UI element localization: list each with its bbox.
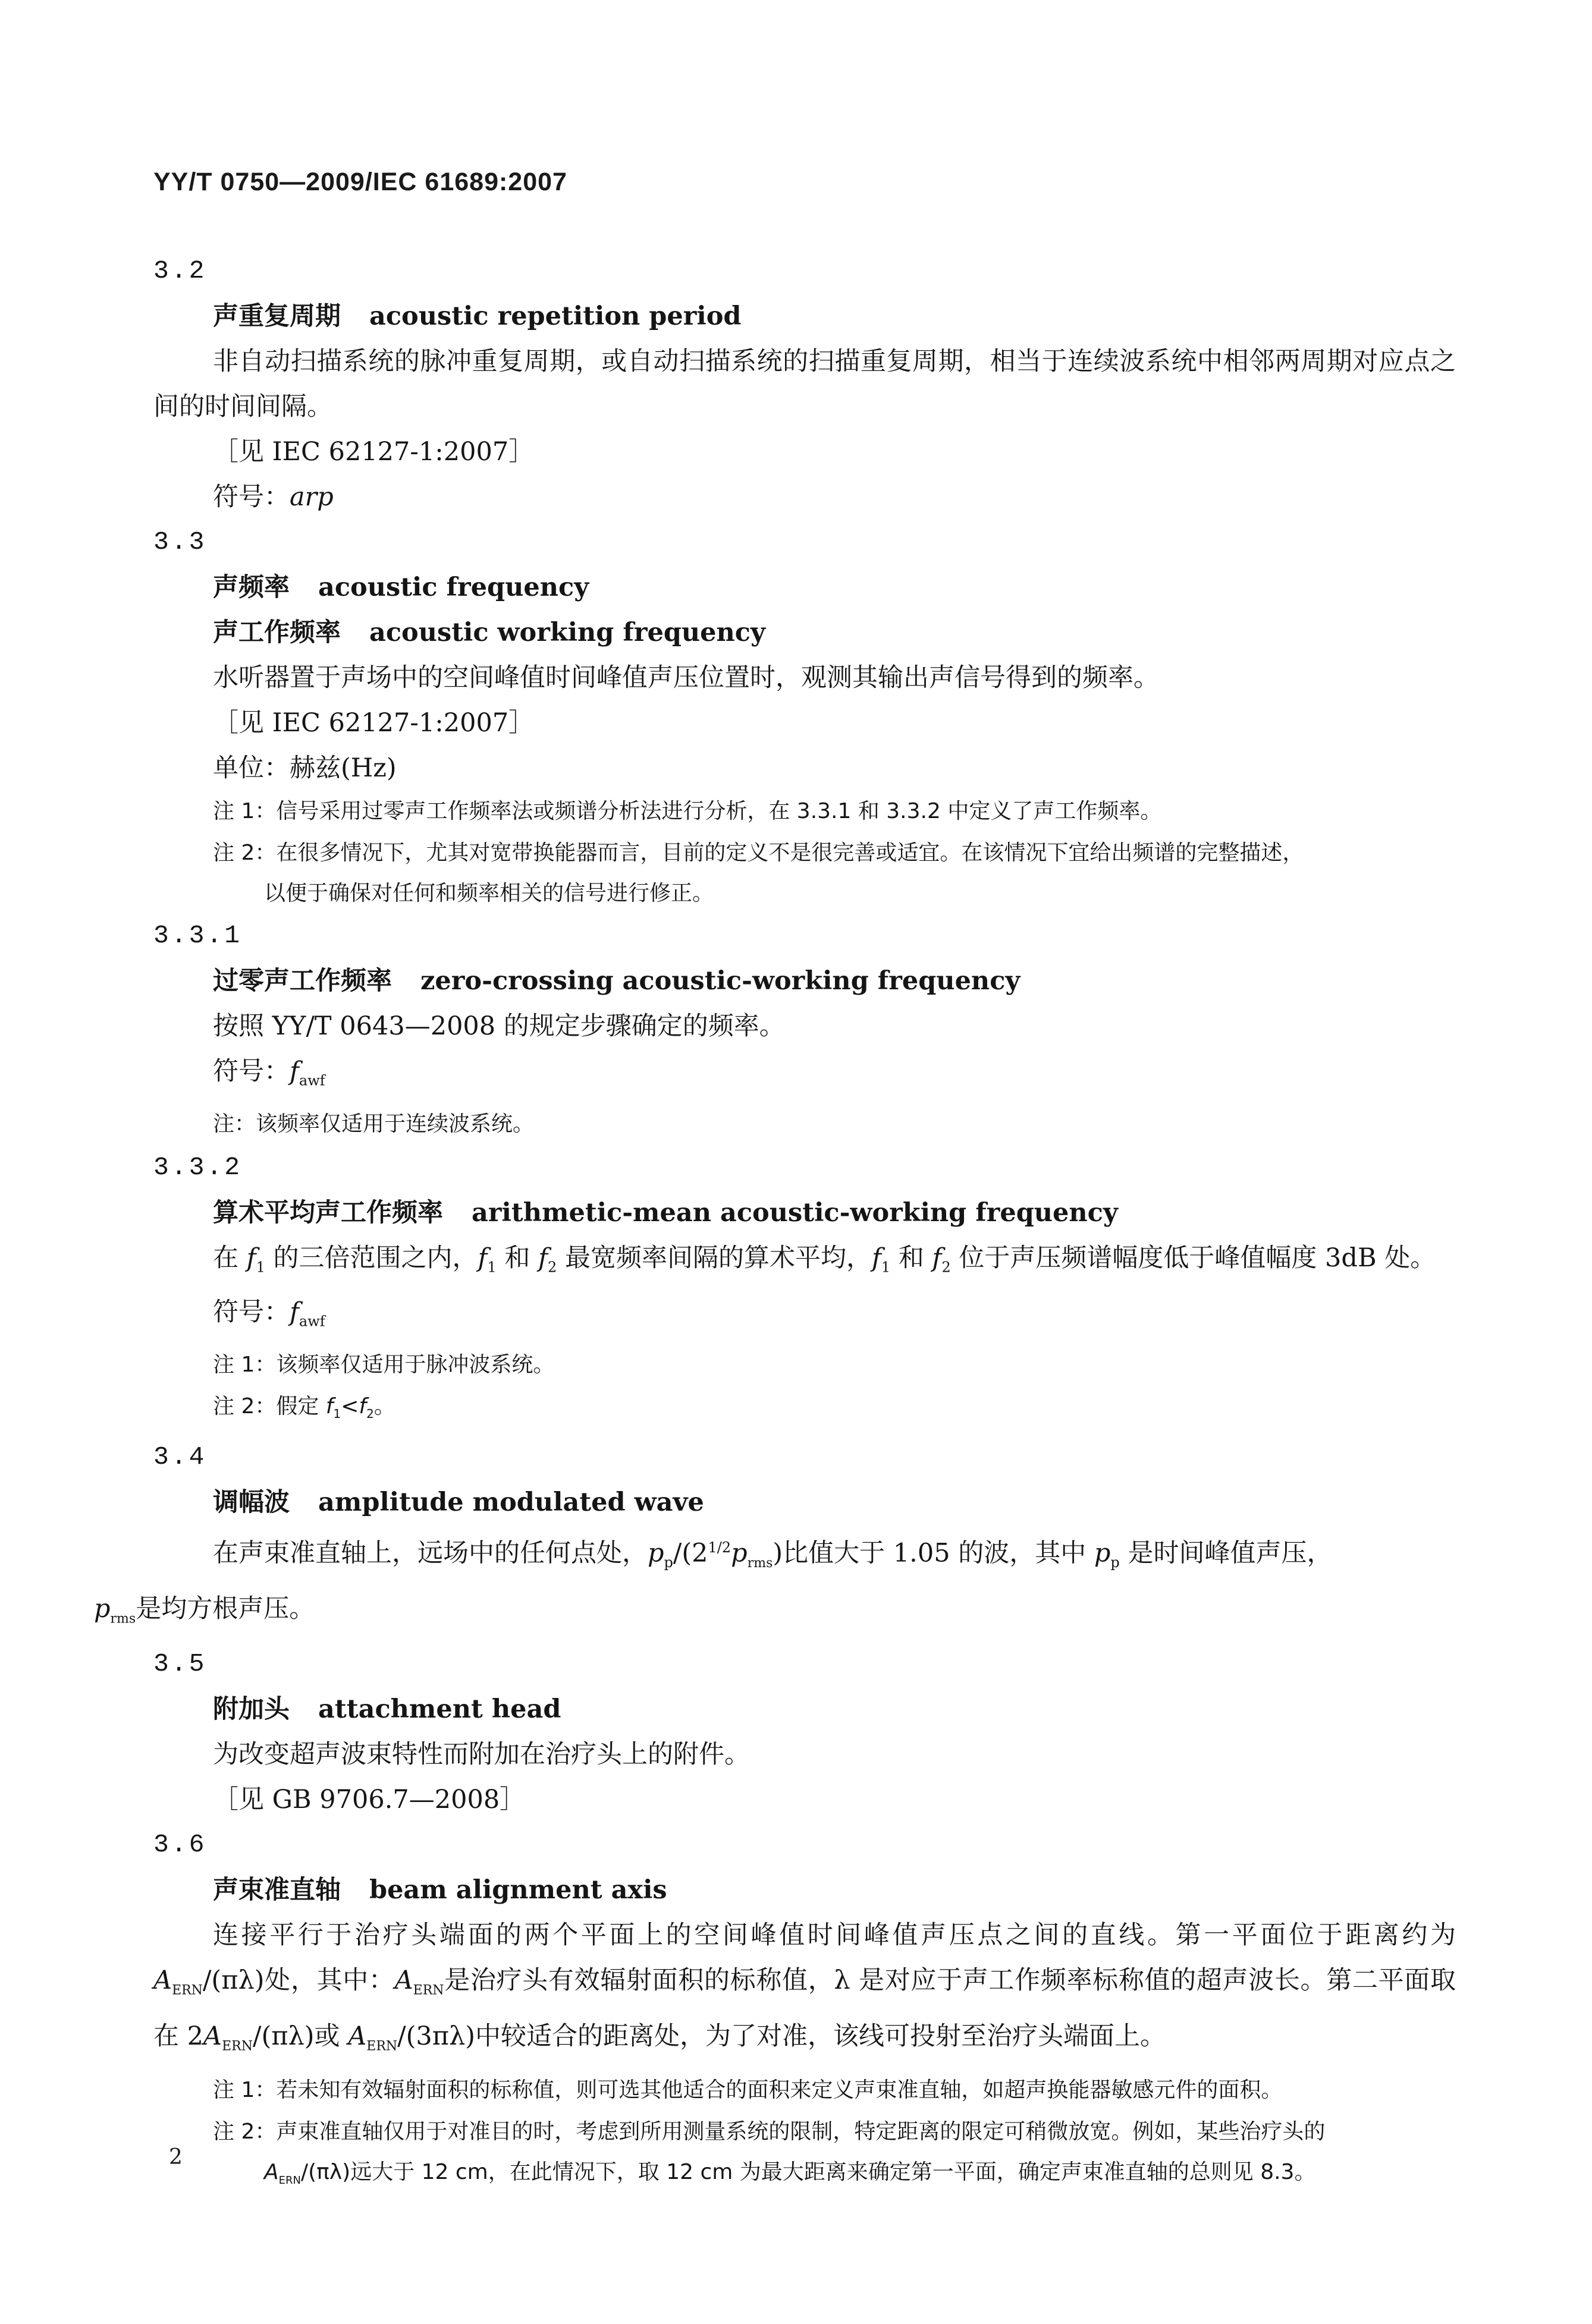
text-run: 连接平行于治疗头端面的两个平面上的空间峰值时间峰值声压点之间的直线。第一平面位于距离约为 [213, 1920, 1456, 1951]
section-number: 3.2 [153, 256, 207, 285]
var-f: f [538, 1243, 548, 1273]
term-cn: 过零声工作频率 [213, 966, 392, 996]
definition: 按照 YY/T 0643—2008 的规定步骤确定的频率。 [213, 1011, 785, 1041]
definition: 为改变超声波束特性而附加在治疗头上的附件。 [213, 1740, 750, 1770]
text-run: 最宽频率间隔的算术平均， [557, 1243, 872, 1273]
note: 注 1：若未知有效辐射面积的标称值，则可选其他适合的面积来定义声束准直轴，如超声换能器敏感元件的面积。 [213, 2077, 1283, 2102]
definition [153, 1235, 1456, 1290]
term-heading [153, 958, 1456, 1004]
section-number: 3.3 [153, 527, 207, 556]
text-run: /(πλ)处，其中： [202, 1966, 395, 1996]
term-en: attachment head [318, 1694, 561, 1725]
var-sub: ERN [366, 2039, 398, 2054]
var-sub: 1 [256, 1259, 265, 1276]
text-run: 是均方根声压。 [136, 1593, 315, 1624]
term-en: acoustic repetition period [369, 301, 742, 331]
text-run: 。 [373, 1394, 395, 1419]
term-heading [153, 294, 1456, 339]
var-p: p [648, 1538, 664, 1568]
reference: ［见 GB 9706.7—2008］ [213, 1785, 526, 1815]
var-p: p [1094, 1538, 1111, 1568]
var-sub: rms [110, 1611, 136, 1627]
section-number: 3.3.1 [153, 921, 243, 950]
symbol-subscript: awf [299, 1072, 325, 1089]
symbol-label: 符号： [213, 1056, 290, 1086]
definition [94, 1525, 1456, 1642]
note-continuation [153, 2153, 1456, 2200]
term-cn: 声工作频率 [213, 618, 341, 647]
text-run: 的三倍范围之内， [265, 1243, 478, 1273]
var-sub: 2 [548, 1259, 557, 1276]
definition: 非自动扫描系统的脉冲重复周期，或自动扫描系统的扫描重复周期，相当于连续波系统中相邻两周期对应点之间的时间间隔。 [153, 347, 1456, 422]
symbol-label: 符号： [213, 1297, 290, 1328]
note: 注 2：在很多情况下，尤其对宽带换能器而言，目前的定义不是很完善或适宜。在该情况下宜给出频谱的完整描述， [213, 841, 1304, 865]
var-sub: ERN [222, 2039, 253, 2054]
section-number: 3.5 [153, 1649, 207, 1679]
term-cn: 调幅波 [213, 1487, 290, 1517]
term-en: acoustic frequency [318, 573, 589, 602]
standard-header: YY/T 0750—2009/IEC 61689:2007 [153, 168, 567, 196]
var-p: p [94, 1593, 111, 1624]
var-f: f [246, 1243, 256, 1273]
definition [153, 1913, 1456, 2069]
var-f: f [359, 1394, 367, 1419]
note: 注 2：声束准直轴仅用于对准目的时，考虑到所用测量系统的限制，特定距离的限定可稍微放宽。例如，某些治疗头的 [213, 2119, 1326, 2144]
text-run: 注 2：假定 [213, 1394, 326, 1419]
symbol-subscript: awf [299, 1313, 325, 1330]
text-run: 在 [213, 1243, 247, 1273]
text-run: 是治疗头有效辐射面积的标称值，λ 是对应于声工作频率标称值的超声波长。第二平面取在 2 [153, 1966, 1456, 2052]
var-sub: 2 [366, 1406, 374, 1421]
reference: ［见 IEC 62127-1:2007］ [213, 437, 535, 467]
text-run: 和 [890, 1243, 932, 1273]
term-en: acoustic working frequency [369, 618, 765, 647]
section-number: 3.3.2 [153, 1152, 243, 1182]
relation: < [341, 1394, 359, 1419]
text-run: )比值大于 1.05 的波，其中 [773, 1538, 1094, 1568]
term-cn: 算术平均声工作频率 [213, 1197, 443, 1228]
term-heading [153, 1480, 1456, 1525]
text-run: /(3πλ)中较适合的距离处，为了对准，该线可投射至治疗头端面上。 [397, 2021, 1166, 2052]
var-f: f [325, 1394, 334, 1419]
var-a: A [203, 2021, 222, 2052]
superscript: 1/2 [708, 1539, 731, 1556]
var-f: f [871, 1243, 881, 1273]
var-a: A [348, 2021, 367, 2052]
page-number: 2 [169, 2145, 183, 2169]
term-heading-alt [153, 610, 1456, 655]
text-run: 是时间峰值声压， [1119, 1538, 1333, 1568]
note-continuation: 以便于确保对任何和频率相关的信号进行修正。 [264, 881, 714, 905]
term-en: zero-crossing acoustic-working frequency [420, 966, 1020, 996]
var-sub: ERN [413, 1983, 444, 1999]
var-p: p [731, 1538, 748, 1568]
var-f: f [478, 1243, 488, 1273]
var-f: f [932, 1243, 942, 1273]
term-cn: 声重复周期 [213, 301, 341, 331]
section-number: 3.6 [153, 1830, 207, 1860]
term-cn: 声频率 [213, 573, 290, 602]
var-sub: 1 [333, 1406, 341, 1421]
note [153, 1386, 1456, 1435]
note: 注：该频率仅适用于连续波系统。 [213, 1111, 535, 1136]
unit-line: 单位：赫兹(Hz) [213, 753, 397, 783]
symbol: f [290, 1056, 299, 1086]
term-heading [153, 565, 1456, 610]
term-heading [153, 1867, 1456, 1913]
var-sub: 1 [487, 1259, 497, 1276]
term-en: beam alignment axis [369, 1875, 667, 1905]
var-sub: ERN [278, 2174, 301, 2187]
symbol-line [153, 1290, 1456, 1344]
var-a: A [264, 2159, 279, 2184]
var-sub: p [664, 1553, 673, 1571]
symbol-line [153, 474, 1456, 520]
var-sub: 1 [881, 1259, 891, 1276]
content-body [94, 249, 1456, 2200]
term-heading [153, 1687, 1456, 1732]
text-run: /(2 [673, 1538, 708, 1568]
symbol: f [290, 1297, 299, 1328]
text-run: /(πλ)或 [252, 2021, 348, 2052]
var-sub: p [1110, 1553, 1120, 1571]
text-run: 位于声压频谱幅度低于峰值幅度 3dB 处。 [950, 1243, 1436, 1273]
symbol: arp [290, 482, 334, 512]
var-a: A [153, 1966, 172, 1996]
term-en: arithmetic-mean acoustic-working frequency [472, 1197, 1118, 1228]
note: 注 1：信号采用过零声工作频率法或频谱分析法进行分析，在 3.3.1 和 3.3.2 中定义了声工作频率。 [213, 799, 1162, 823]
term-cn: 声束准直轴 [213, 1875, 341, 1905]
text-run: 在声束准直轴上，远场中的任何点处， [213, 1538, 648, 1568]
term-cn: 附加头 [213, 1694, 290, 1725]
note: 注 1：该频率仅适用于脉冲波系统。 [213, 1352, 555, 1377]
var-a: A [394, 1966, 413, 1996]
section-number: 3.4 [153, 1442, 207, 1471]
var-sub: rms [747, 1555, 773, 1571]
var-sub: ERN [172, 1983, 203, 1999]
var-sub: 2 [941, 1259, 951, 1276]
text-run: 和 [496, 1243, 539, 1273]
text-run: /(πλ)远大于 12 cm，在此情况下，取 12 cm 为最大距离来确定第一平面，确定声束准直轴的总则见 8.3。 [301, 2159, 1316, 2184]
term-heading [153, 1190, 1456, 1235]
symbol-line [153, 1049, 1456, 1103]
definition: 水听器置于声场中的空间峰值时间峰值声压位置时，观测其输出声信号得到的频率。 [213, 663, 1159, 693]
term-en: amplitude modulated wave [318, 1487, 704, 1517]
reference: ［见 IEC 62127-1:2007］ [213, 708, 535, 738]
symbol-label: 符号： [213, 482, 290, 512]
